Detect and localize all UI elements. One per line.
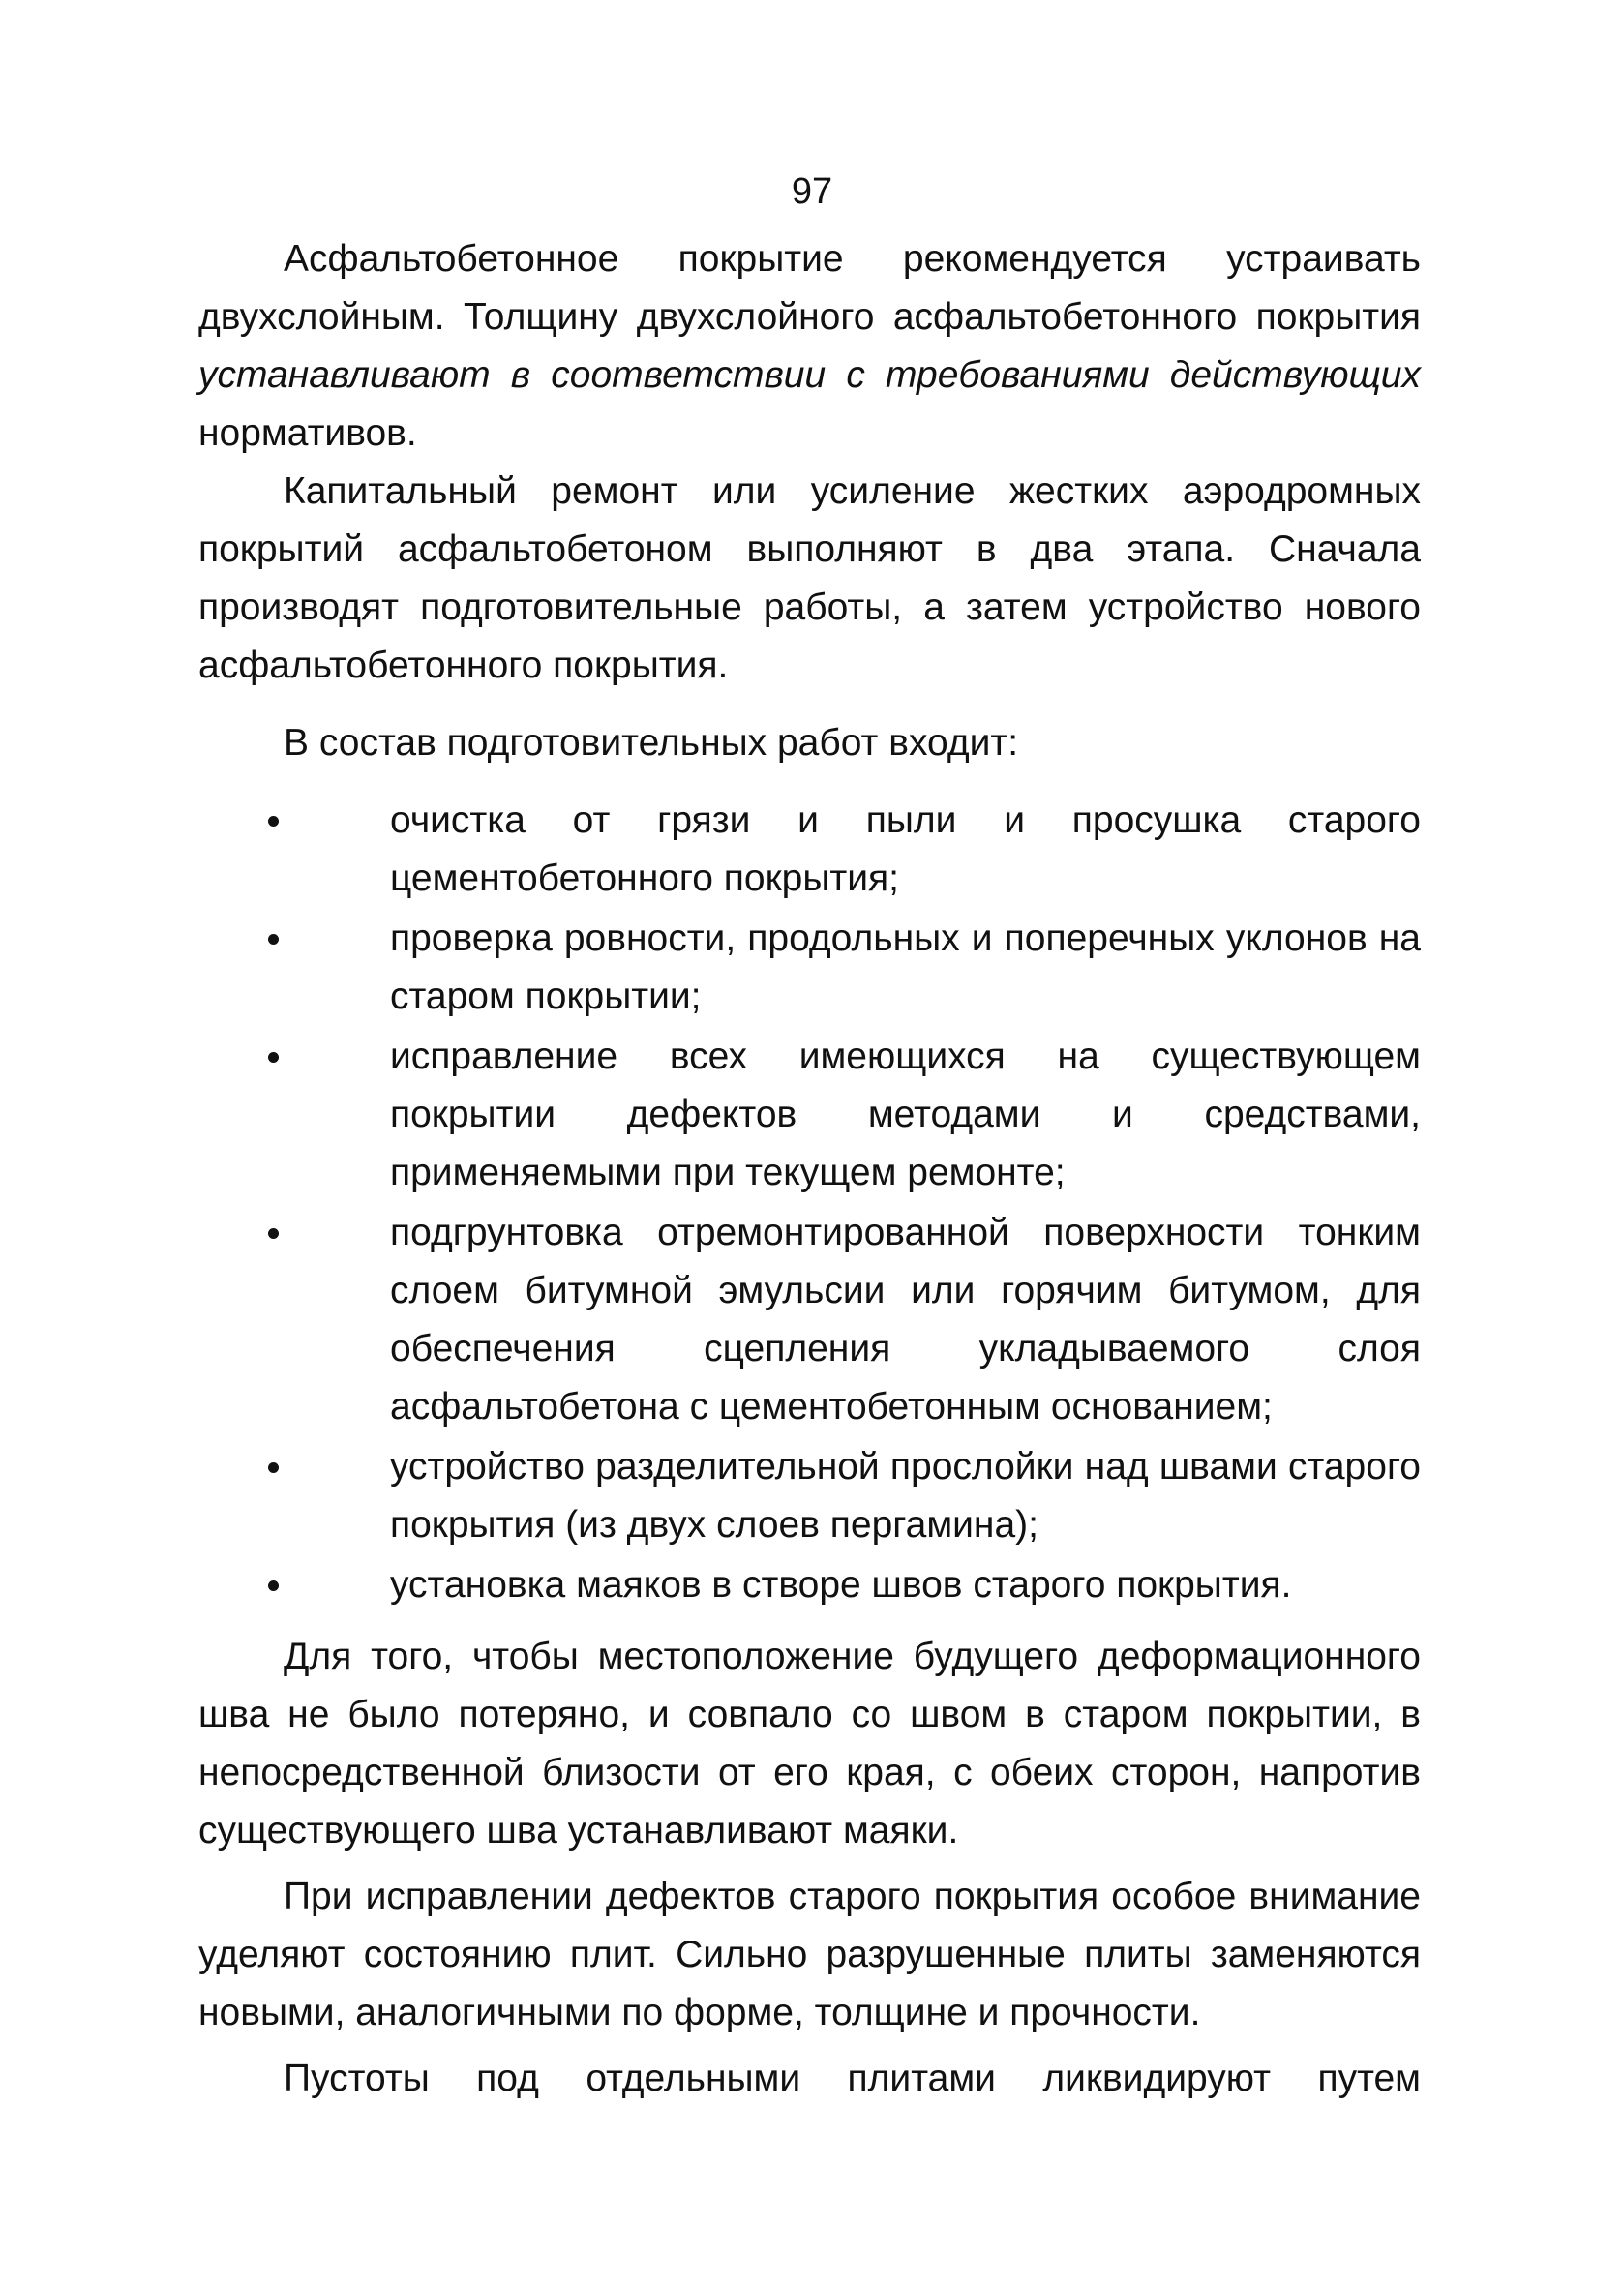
bullet-icon — [268, 934, 279, 945]
paragraph-slab-condition: При исправлении дефектов старого покрытия особое внимание уделяют состоянию плит. Сильно разрушенные плиты заменяются новыми, аналогичными по форме, толщине и прочности. — [198, 1876, 1421, 2033]
bullet-icon — [268, 1580, 279, 1591]
list-item-text: подгрунтовка отремонтированной поверхности тонким слоем битумной эмульсии или горячим битумом, для обеспечения сцепления укладываемого слоя асфальтобетона с цементобетонным основанием; — [390, 1212, 1421, 1428]
page-number: 97 — [791, 171, 833, 212]
list-item — [198, 1204, 1421, 1436]
list-item — [198, 1556, 1421, 1614]
paragraph-preparatory-works-intro: В состав подготовительных работ входит: — [284, 722, 1019, 764]
bullet-icon — [268, 816, 279, 827]
paragraph-beacons: Для того, чтобы местоположение будущего деформационного шва не было потеряно, и совпало со швом в старом покрытии, в непосредственной близости от его края, с обеих сторон, напротив существующего шва устанавливают маяки. — [198, 1636, 1421, 1851]
bullet-icon — [268, 1228, 279, 1239]
list-item — [198, 1028, 1421, 1202]
list-item-text: очистка от грязи и пыли и просушка старого цементобетонного покрытия; — [390, 799, 1421, 899]
paragraph-text-end: нормативов. — [198, 412, 417, 454]
paragraph-asphalt-coating — [198, 230, 1421, 463]
paragraph-text: Асфальтобетонное покрытие рекомендуется устраивать двухслойным. Толщину двухслойного асфальтобетонного покрытия — [198, 238, 1421, 338]
bullet-icon — [268, 1462, 279, 1473]
page-content — [198, 230, 1421, 2108]
list-item — [198, 1438, 1421, 1554]
paragraph-italic-text: устанавливают в соответствии с требованиями действующих — [198, 354, 1421, 396]
preparatory-works-list — [198, 792, 1421, 1614]
paragraph-voids: Пустоты под отдельными плитами ликвидируют путем — [284, 2058, 1421, 2099]
paragraph-capital-repair: Капитальный ремонт или усиление жестких аэродромных покрытий асфальтобетоном выполняют в два этапа. Сначала производят подготовительные работы, а затем устройство нового асфальтобетонного покрытия. — [198, 470, 1421, 686]
list-item-text: исправление всех имеющихся на существующем покрытии дефектов методами и средствами, применяемыми при текущем ремонте; — [390, 1036, 1421, 1193]
list-item-text: устройство разделительной прослойки над швами старого покрытия (из двух слоев пергамина); — [390, 1446, 1421, 1546]
list-item-text: установка маяков в створе швов старого покрытия. — [390, 1564, 1292, 1606]
list-item — [198, 910, 1421, 1026]
bullet-icon — [268, 1052, 279, 1063]
list-item-text: проверка ровности, продольных и поперечных уклонов на старом покрытии; — [390, 918, 1421, 1017]
list-item — [198, 792, 1421, 908]
